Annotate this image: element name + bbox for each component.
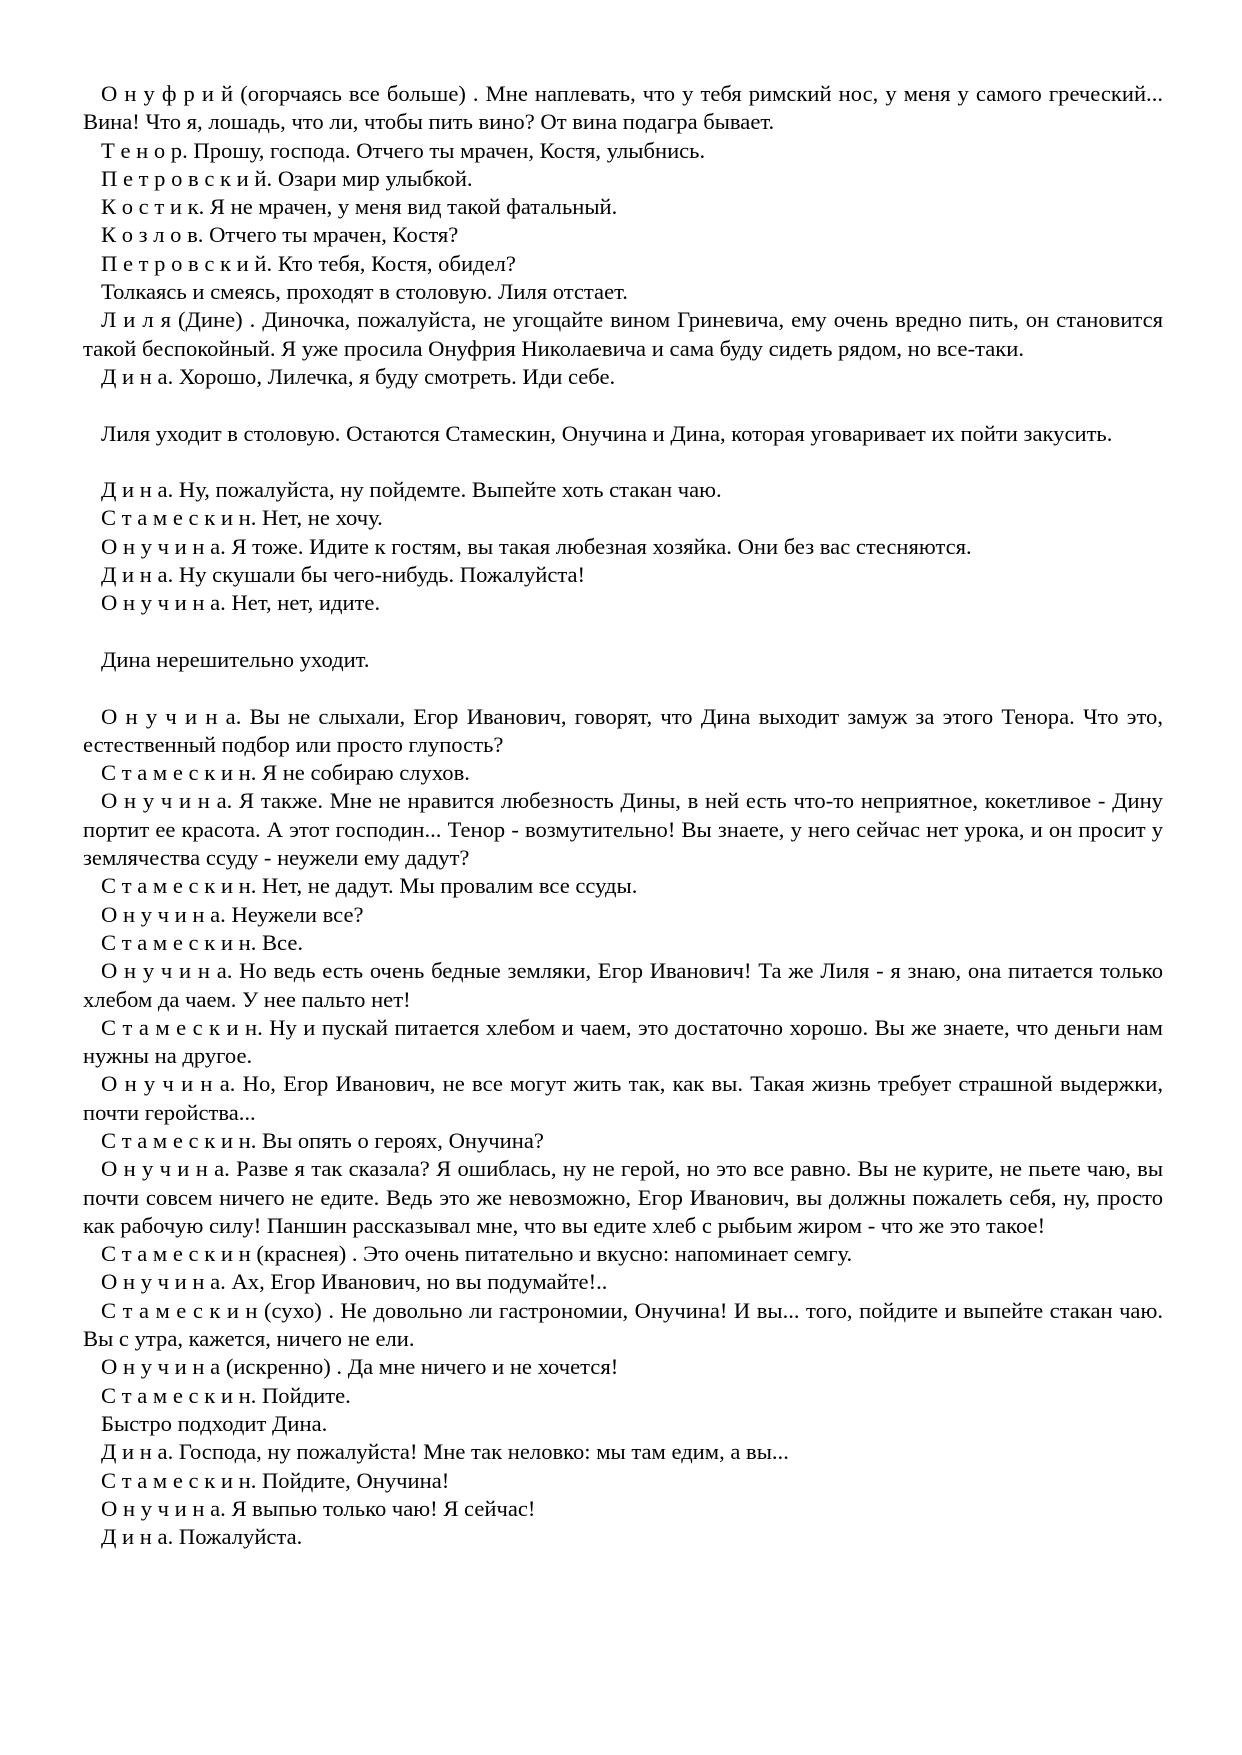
dialogue-line [83,1014,1163,1071]
speaker-name: С т а м е с к и н [101,505,251,531]
dialogue-line [83,1467,1163,1495]
dialogue-line [83,1070,1163,1127]
line-text: . Я выпью только чаю! Я сейчас! [220,1495,536,1521]
dialogue-line [83,1495,1163,1523]
line-text: . Но ведь есть очень бедные земляки, Егор Иванович! Та же Лиля - я знаю, она питается только хлебом да чаем. У нее пальто нет! [83,958,1163,1012]
line-text: . Неужели все? [220,901,364,927]
dialogue-line [83,476,1163,504]
line-text: (искренно) . Да мне ничего и не хочется! [220,1354,619,1380]
direction-text: Быстро подходит Дина. [101,1410,328,1436]
dialogue-line [83,1240,1163,1268]
line-text: . Пойдите. [250,1382,351,1408]
dialogue-line [83,1155,1163,1240]
speaker-name: К о с т и к [101,194,199,220]
line-text: . Прошу, господа. Отчего ты мрачен, Костя, улыбнись. [182,137,706,163]
dialogue-line [83,759,1163,787]
speaker-name: С т а м е с к и н [101,760,251,786]
line-text: . Нет, не хочу. [250,505,383,531]
line-text: . Пожалуйста. [167,1524,303,1550]
speaker-name: С т а м е с к и н [101,1127,251,1153]
line-text: (огорчаясь все больше) . Мне наплевать, что у тебя римский нос, у меня у самого греческий... Вина! Что я, лошадь, что ли, чтобы пить вино? От вина подагра бывает. [83,81,1164,135]
line-text: . Ах, Егор Иванович, но вы подумайте!.. [220,1269,608,1295]
line-text: . Господа, ну пожалуйста! Мне так неловко: мы там едим, а вы... [167,1439,789,1465]
speaker-name: О н у ч и н а [101,1269,221,1295]
dialogue-line [83,703,1163,760]
stage-direction [83,420,1163,448]
dialogue-line [83,1353,1163,1381]
line-text: . Отчего ты мрачен, Костя? [197,222,459,248]
line-text: . Вы не слыхали, Егор Иванович, говорят, что Дина выходит замуж за этого Тенора. Что это, естественный подбор или просто глупость? [83,703,1163,757]
direction-text: Толкаясь и смеясь, проходят в столовую. Лиля отстает. [101,279,628,305]
line-text: . Ну и пускай питается хлебом и чаем, это достаточно хорошо. Вы же знаете, что деньги нам нужны на другое. [83,1014,1163,1069]
line-text: . Я не мрачен, у меня вид такой фатальный. [198,194,618,220]
speaker-name: С т а м е с к и н [101,1241,251,1267]
paragraph-gap [83,448,1163,476]
direction-text: Дина нерешительно уходит. [101,646,370,672]
speaker-name: О н у ч и н а [101,1156,225,1182]
dialogue-line [83,193,1163,221]
line-text: . Все. [250,929,304,955]
dialogue-line [83,1438,1163,1466]
speaker-name: С т а м е с к и н [101,1297,258,1323]
speaker-name: О н у ч и н а [101,1071,230,1097]
dialogue-line [83,787,1163,872]
stage-direction [83,646,1163,674]
speaker-name: С т а м е с к и н [101,1014,258,1040]
direction-text: Лиля уходит в столовую. Остаются Стамескин, Онучина и Дина, которая уговаривает их пойти закусить. [101,420,1113,446]
stage-direction [83,278,1163,306]
speaker-name: Д и н а [101,562,168,588]
speaker-name: С т а м е с к и н [101,929,251,955]
dialogue-line [83,901,1163,929]
speaker-name: Д и н а [101,363,168,389]
dialogue-line [83,872,1163,900]
dialogue-line [83,1297,1163,1354]
paragraph-gap [83,391,1163,419]
speaker-name: О н у ф р и й [101,81,234,106]
speaker-name: Д и н а [101,1524,168,1550]
speaker-name: О н у ч и н а [101,1354,221,1380]
line-text: . Вы опять о героях, Онучина? [250,1127,544,1153]
speaker-name: Д и н а [101,1439,168,1465]
speaker-name: С т а м е с к и н [101,873,251,899]
line-text: . Хорошо, Лилечка, я буду смотреть. Иди себе. [167,363,616,389]
dialogue-line [83,957,1163,1014]
speaker-name: О н у ч и н а [101,590,221,616]
speaker-name: С т а м е с к и н [101,1467,251,1493]
dialogue-line [83,589,1163,617]
dialogue-line [83,1382,1163,1410]
dialogue-line [83,165,1163,193]
line-text: (Дине) . Диночка, пожалуйста, не угощайте вином Гриневича, ему очень вредно пить, он становится такой беспокойный. Я уже просила Онуфрия Николаевича и сама буду сидеть рядом, но все-таки. [83,307,1163,361]
dialogue-line [83,80,1163,137]
dialogue-line [83,363,1163,391]
paragraph-gap [83,674,1163,702]
speaker-name: Т е н о р [101,137,183,163]
dialogue-line [83,306,1163,363]
speaker-name: П е т р о в с к и й [101,250,267,276]
line-text: . Озари мир улыбкой. [266,165,473,191]
dialogue-line [83,1127,1163,1155]
line-text: (сухо) . Не довольно ли гастрономии, Онучина! И вы... того, пойдите и выпейте стакан чаю. Вы с утра, кажется, ничего не ели. [83,1297,1163,1352]
line-text: . Я не собираю слухов. [250,760,470,786]
dialogue-line [83,504,1163,532]
speaker-name: О н у ч и н а [101,533,221,559]
speaker-name: Д и н а [101,477,168,503]
line-text: (краснея) . Это очень питательно и вкусно: напоминает семгу. [250,1241,853,1267]
speaker-name: С т а м е с к и н [101,1382,251,1408]
dialogue-line [83,533,1163,561]
line-text: . Ну, пожалуйста, ну пойдемте. Выпейте хоть стакан чаю. [167,477,722,503]
line-text: . Но, Егор Иванович, не все могут жить так, как вы. Такая жизнь требует страшной выдержки, почти геройства... [83,1071,1163,1125]
line-text: . Нет, нет, идите. [220,590,381,616]
dialogue-line [83,561,1163,589]
paragraph-gap [83,618,1163,646]
speaker-name: О н у ч и н а [101,958,227,984]
line-text: . Ну скушали бы чего-нибудь. Пожалуйста! [167,562,586,588]
speaker-name: К о з л о в [101,222,198,248]
speaker-name: О н у ч и н а [101,901,221,927]
speaker-name: О н у ч и н а [101,788,227,814]
dialogue-line [83,1268,1163,1296]
line-text: . Я также. Мне не нравится любезность Дины, в ней есть что-то неприятное, кокетливое - Дину портит ее красота. А этот господин... Тенор - возмутительно! Вы знаете, у него сейчас нет урока, и он просит у землячества ссуду - неужели ему дадут? [83,788,1163,871]
dialogue-line [83,250,1163,278]
speaker-name: П е т р о в с к и й [101,165,267,191]
dialogue-line [83,221,1163,249]
line-text: . Нет, не дадут. Мы провалим все ссуды. [250,873,638,899]
dialogue-line [83,929,1163,957]
dialogue-line [83,1523,1163,1551]
dialogue-line [83,137,1163,165]
document-page [83,80,1163,1551]
stage-direction [83,1410,1163,1438]
speaker-name: Л и л я [101,307,172,333]
line-text: . Я тоже. Идите к гостям, вы такая любезная хозяйка. Они без вас стесняются. [220,533,972,559]
speaker-name: О н у ч и н а [101,703,236,729]
line-text: . Пойдите, Онучина! [250,1467,450,1493]
speaker-name: О н у ч и н а [101,1495,221,1521]
line-text: . Разве я так сказала? Я ошиблась, ну не герой, но это все равно. Вы не курите, не пьете чаю, вы почти совсем ничего не едите. Ведь это же невозможно, Егор Иванович, вы должны пожалеть себя, ну, просто как рабочую силу! Паншин рассказывал мне, что вы едите хлеб с рыбьим жиром - что же это такое! [83,1156,1163,1238]
line-text: . Кто тебя, Костя, обидел? [266,250,516,276]
